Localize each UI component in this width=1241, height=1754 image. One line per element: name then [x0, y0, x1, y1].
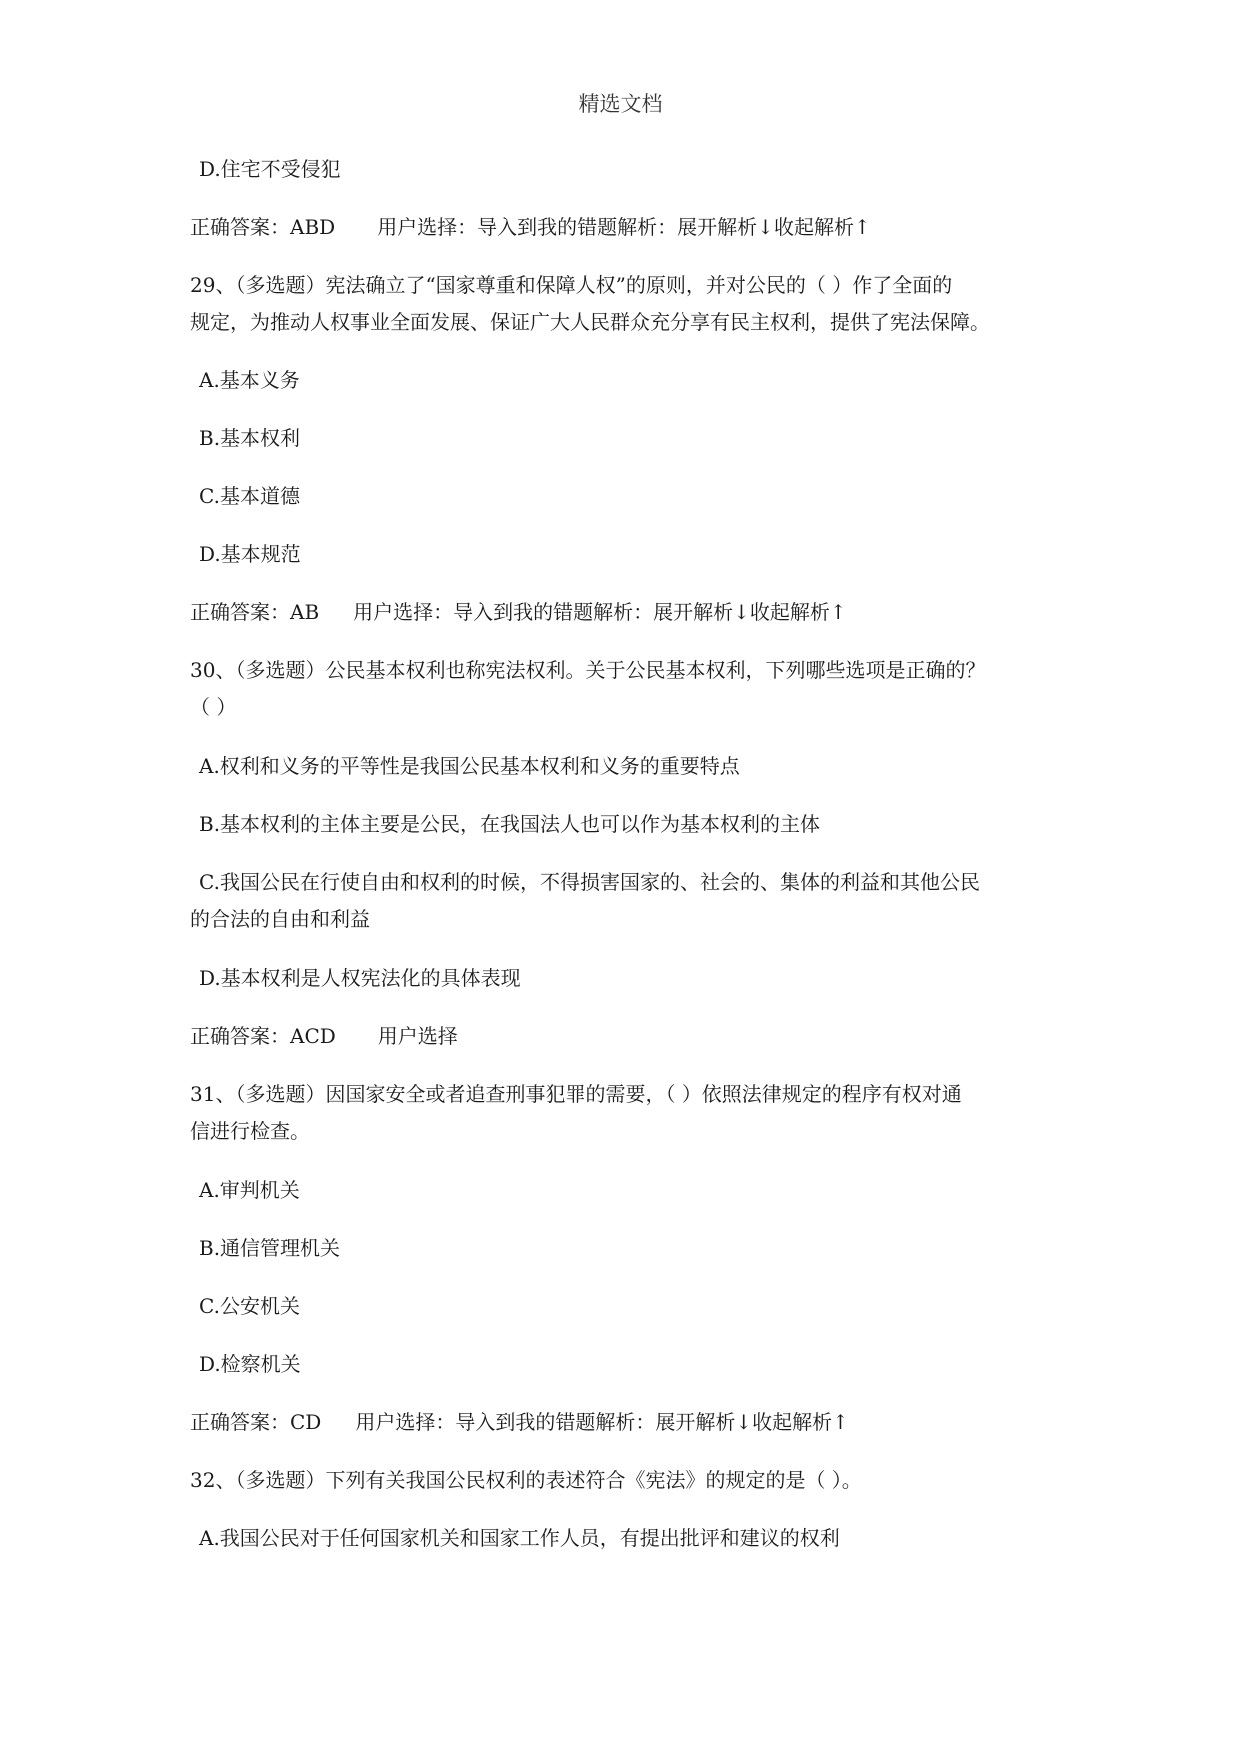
question-30-line1: 30、（多选题）公民基本权利也称宪法权利。关于公民基本权利，下列哪些选项是正确的？ — [190, 658, 986, 682]
option-d: D.基本权利是人权宪法化的具体表现 — [199, 966, 521, 990]
correct-answer: 正确答案：AB — [190, 600, 320, 624]
correct-answer: 正确答案：CD — [190, 1410, 322, 1434]
option-b: B.通信管理机关 — [199, 1236, 341, 1260]
option-a: A.基本义务 — [199, 368, 300, 392]
option-c-line2: 的合法的自由和利益 — [190, 907, 370, 931]
answer-line — [190, 1022, 458, 1050]
user-choice: 用户选择：导入到我的错题解析：展开解析↓收起解析↑ — [355, 1410, 849, 1434]
option-a: A.审判机关 — [199, 1178, 300, 1202]
option-c: C.公安机关 — [199, 1294, 300, 1318]
question-31-line1: 31、（多选题）因国家安全或者追查刑事犯罪的需要，（ ）依照法律规定的程序有权对通 — [190, 1082, 962, 1106]
question-32-line1: 32、（多选题）下列有关我国公民权利的表述符合《宪法》的规定的是（ ）。 — [190, 1468, 862, 1492]
user-choice: 用户选择：导入到我的错题解析：展开解析↓收起解析↑ — [377, 215, 871, 239]
option-b: B.基本权利 — [199, 426, 301, 450]
question-30-line2: （ ） — [190, 695, 237, 719]
option-b: B.基本权利的主体主要是公民，在我国法人也可以作为基本权利的主体 — [199, 812, 821, 836]
option-c: C.基本道德 — [199, 484, 300, 508]
option-c-line1: C.我国公民在行使自由和权利的时候，不得损害国家的、社会的、集体的利益和其他公民 — [199, 870, 980, 894]
user-choice: 用户选择：导入到我的错题解析：展开解析↓收起解析↑ — [353, 600, 847, 624]
user-choice: 用户选择 — [377, 1024, 458, 1048]
correct-answer: 正确答案：ABD — [190, 215, 336, 239]
page-header: 精选文档 — [578, 92, 663, 116]
question-29-line2: 规定，为推动人权事业全面发展、保证广大人民群众充分享有民主权利，提供了宪法保障。 — [190, 310, 990, 334]
question-31-line2: 信进行检查。 — [190, 1119, 310, 1143]
option-d: D.检察机关 — [199, 1352, 301, 1376]
answer-line — [190, 213, 871, 241]
option-a: A.我国公民对于任何国家机关和国家工作人员，有提出批评和建议的权利 — [199, 1526, 840, 1550]
option-d: D.基本规范 — [199, 542, 301, 566]
option-a: A.权利和义务的平等性是我国公民基本权利和义务的重要特点 — [199, 754, 740, 778]
answer-line — [190, 1408, 849, 1436]
question-29-line1: 29、（多选题）宪法确立了“国家尊重和保障人权”的原则，并对公民的（ ）作了全面的 — [190, 273, 953, 297]
correct-answer: 正确答案：ACD — [190, 1024, 336, 1048]
answer-line — [190, 598, 847, 626]
option-d: D.住宅不受侵犯 — [199, 157, 341, 181]
